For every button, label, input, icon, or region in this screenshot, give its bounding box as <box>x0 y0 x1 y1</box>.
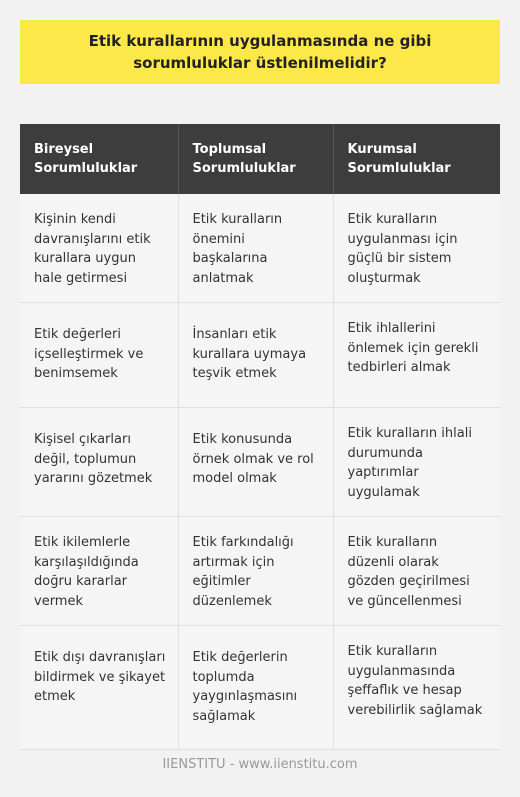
table-cell: Etik farkındalığı artırmak için eğitimler düzenlemek <box>178 517 333 626</box>
page-title: Etik kurallarının uygulanmasında ne gibi sorumluluklar üstlenilmelidir? <box>88 32 432 72</box>
table-cell: Etik ikilemlerle karşılaşıldığında doğru kararlar vermek <box>20 517 178 626</box>
header-social: Toplumsal Sorumluluklar <box>178 124 333 194</box>
table-cell: Etik kuralların uygulanmasında şeffaflık ve hesap verebilirlik sağlamak <box>333 626 500 750</box>
table-cell: İnsanları etik kurallara uymaya teşvik etmek <box>178 303 333 408</box>
table-row <box>20 194 500 303</box>
table-cell: Kişinin kendi davranışlarını etik kurallara uygun hale getirmesi <box>20 194 178 303</box>
table-row <box>20 303 500 408</box>
table-cell: Etik kuralların ihlali durumunda yaptırımlar uygulamak <box>333 408 500 517</box>
title-banner <box>20 20 500 84</box>
table-cell: Etik kuralların önemini başkalarına anlatmak <box>178 194 333 303</box>
table-cell: Etik değerleri içselleştirmek ve benimsemek <box>20 303 178 408</box>
footer-credit: IIENSTITU - www.iienstitu.com <box>162 757 358 772</box>
header-institutional: Kurumsal Sorumluluklar <box>333 124 500 194</box>
table-cell: Etik kuralların düzenli olarak gözden geçirilmesi ve güncellenmesi <box>333 517 500 626</box>
table-cell: Etik konusunda örnek olmak ve rol model olmak <box>178 408 333 517</box>
table-cell: Etik ihlallerini önlemek için gerekli tedbirleri almak <box>333 303 500 408</box>
header-individual: Bireysel Sorumluluklar <box>20 124 178 194</box>
responsibilities-table <box>20 124 500 750</box>
table-cell: Etik dışı davranışları bildirmek ve şikayet etmek <box>20 626 178 750</box>
table-row <box>20 626 500 750</box>
table-cell: Etik kuralların uygulanması için güçlü bir sistem oluşturmak <box>333 194 500 303</box>
table-cell: Kişisel çıkarları değil, toplumun yararını gözetmek <box>20 408 178 517</box>
table-header-row <box>20 124 500 194</box>
table-cell: Etik değerlerin toplumda yaygınlaşmasını sağlamak <box>178 626 333 750</box>
table-row <box>20 517 500 626</box>
table-row <box>20 408 500 517</box>
